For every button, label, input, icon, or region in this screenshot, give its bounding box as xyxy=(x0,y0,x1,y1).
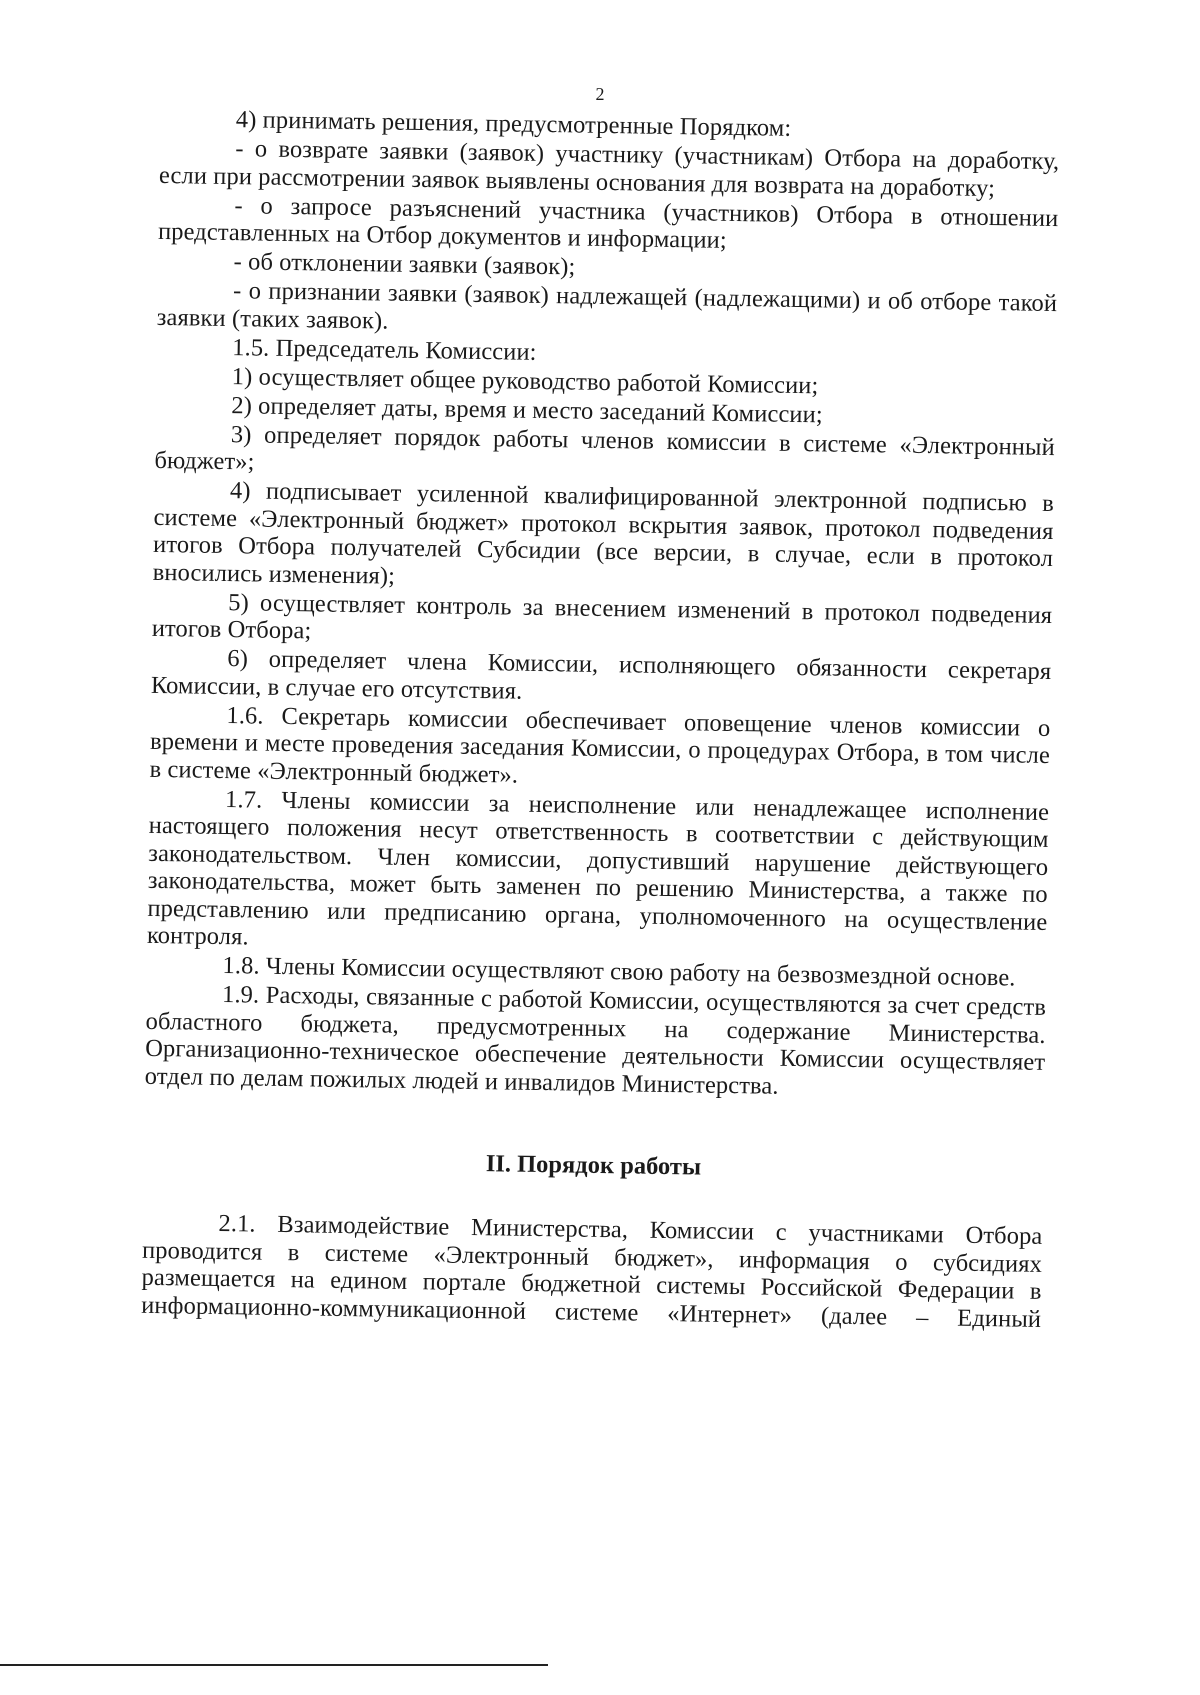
paragraph-chairman-duty-3: 3) определяет порядок работы членов комиссии в системе «Электронный бюджет»; xyxy=(154,420,1056,476)
footer-divider xyxy=(0,1664,548,1666)
page-number: 2 xyxy=(595,84,605,104)
paragraph-chairman-duty-5: 5) осуществляет контроль за внесением изменений в протокол подведения итогов Отбора; xyxy=(151,588,1053,645)
paragraph-chairman-duty-2: 2) определяет даты, время и место заседаний Комиссии; xyxy=(231,391,823,428)
paragraph-return-application: - о возврате заявки (заявок) участнику (участникам) Отбора на доработку, если при рассмотрении заявок выявлены основания для возврата на доработку; xyxy=(158,135,1060,202)
paragraph-chairman-duty-1: 1) осуществляет общее руководство работой Комиссии; xyxy=(231,362,819,399)
paragraph-1-6-secretary: 1.6. Секретарь комиссии обеспечивает оповещение членов комиссии о времени и месте проведения заседания Комиссии, о процедурах Отбора, в том числе в системе «Электронный бюджет». xyxy=(149,701,1051,789)
paragraph-1-9-expenses: 1.9. Расходы, связанные с работой Комиссии, осуществляются за счет средств областного бюджета, предусмотренных на содержание Министерства. Организационно-техническое обеспечение деятельности Комиссии осуществляет отдел по делам пожилых людей и инвалидов Министерства. xyxy=(144,981,1047,1100)
paragraph-1-5-chairman: 1.5. Председатель Комиссии: xyxy=(232,333,537,366)
paragraph-1-7-responsibility: 1.7. Члены комиссии за неисполнение или ненадлежащее исполнение настоящего положения несут ответственность в соответствии с действующим законодательством. Член комиссии, допустивший нарушение действующего законодательства, может быть заменен по решению Министерства, а также по представлению или предписанию органа, уполномоченного на осуществление контроля. xyxy=(146,785,1050,951)
paragraph-1-8-free-basis: 1.8. Члены Комиссии осуществляют свою работу на безвозмездной основе. xyxy=(222,952,1016,992)
paragraph-2-1-interaction: 2.1. Взаимодействие Министерства, Комиссии с участниками Отбора проводится в системе «Электронный бюджет», информация о субсидиях размещается на едином портале бюджетной системы Российской Федерации в информационно-коммуникационной системе «Интернет» (далее – Единый xyxy=(140,1209,1043,1333)
paragraph-chairman-duty-4: 4) подписывает усиленной квалифицированной электронной подписью в системе «Электронный бюджет» протокол вскрытия заявок, протокол подведения итогов Отбора получателей Субсидии (все версии, в случае, если в протокол вносились изменения); xyxy=(152,477,1055,590)
paragraph-recognition: - о признании заявки (заявок) надлежащей (надлежащими) и об отборе такой заявки (таких заявок). xyxy=(156,277,1058,335)
paragraph-chairman-duty-6: 6) определяет члена Комиссии, исполняющего обязанности секретаря Комиссии, в случае его отсутствия. xyxy=(150,645,1052,705)
paragraph-rejection: - об отклонении заявки (заявок); xyxy=(233,248,576,281)
paragraph-decisions-intro: 4) принимать решения, предусмотренные Порядком: xyxy=(235,106,792,142)
paragraph-clarification-request: - о запросе разъяснений участника (участников) Отбора в отношении представленных на Отбор документов и информации; xyxy=(157,191,1059,254)
section-heading: II. Порядок работы xyxy=(485,1150,702,1181)
document-body xyxy=(141,105,1060,1334)
